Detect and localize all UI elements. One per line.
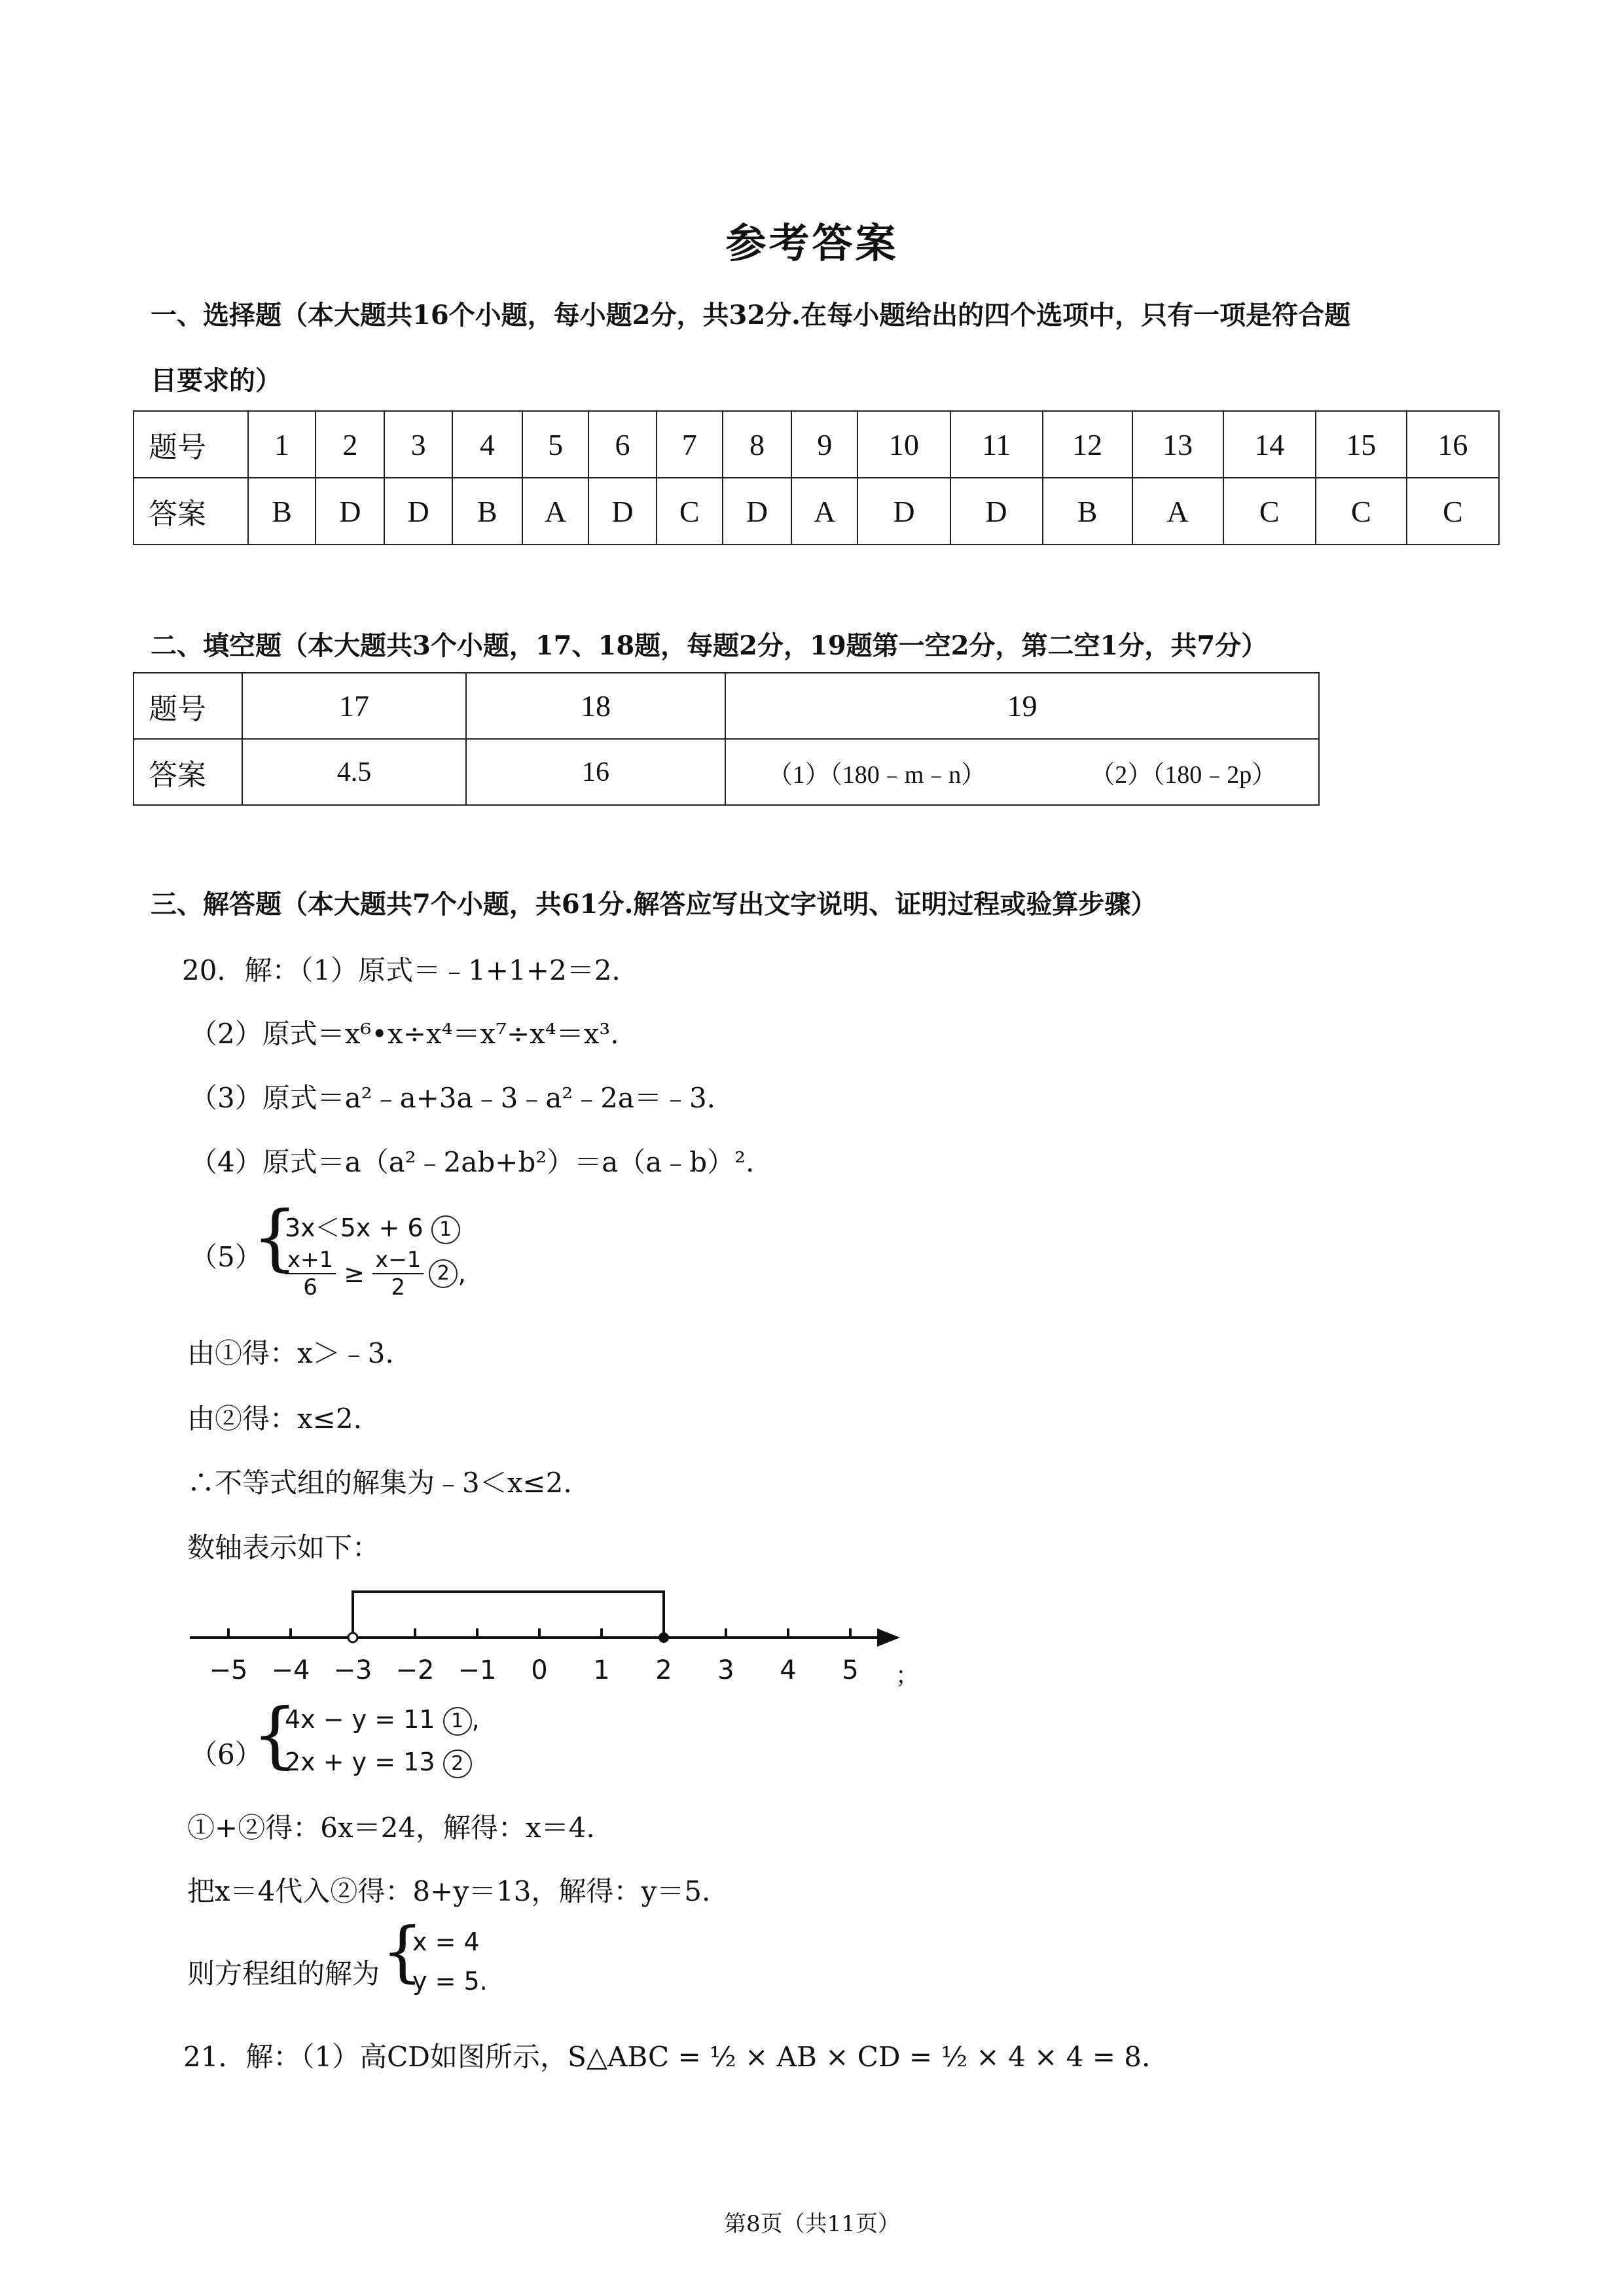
q20-part5-step4: 数轴表示如下： bbox=[187, 1532, 380, 1564]
q20-part6-label: （6） bbox=[190, 1738, 262, 1770]
question-number-cell: 10 bbox=[857, 411, 950, 478]
row-label-answer: 答案 bbox=[134, 478, 248, 545]
q20-part5-step3: ∴不等式组的解集为﹣3＜x≤2. bbox=[187, 1467, 572, 1499]
answer-cell: C bbox=[657, 478, 723, 545]
answer-18: 16 bbox=[466, 739, 725, 805]
answer-cell: D bbox=[723, 478, 791, 545]
q20-part4: （4）原式＝a（a²﹣2ab+b²）＝a（a﹣b）². bbox=[190, 1146, 755, 1178]
number-line-tick-label: −1 bbox=[458, 1655, 497, 1685]
answer-cell: B bbox=[1043, 478, 1132, 545]
left-brace: { bbox=[382, 1913, 424, 1990]
page-footer: 第8页（共11页） bbox=[724, 2211, 900, 2237]
question-number-cell: 7 bbox=[657, 411, 723, 478]
answer-17: 4.5 bbox=[242, 739, 466, 805]
question-18: 18 bbox=[466, 673, 725, 739]
q20-part1: 20．解：（1）原式＝﹣1+1+2＝2. bbox=[182, 954, 621, 986]
question-number-cell: 15 bbox=[1316, 411, 1407, 478]
answer-cell: A bbox=[791, 478, 857, 545]
q20-part5-step2: 由②得：x≤2. bbox=[187, 1403, 362, 1435]
question-number-cell: 8 bbox=[723, 411, 791, 478]
q20-part6-equation2: 2x + y = 13 2 bbox=[285, 1748, 472, 1778]
open-endpoint-minus-3 bbox=[348, 1633, 357, 1642]
number-line-tick-label: −5 bbox=[209, 1655, 248, 1685]
question-19: 19 bbox=[725, 673, 1319, 739]
section2-heading: 二、填空题（本大题共3个小题，17、18题，每题2分，19题第一空2分，第二空1分，共7分） bbox=[151, 630, 1268, 661]
answer-cell: D bbox=[384, 478, 452, 545]
left-brace: { bbox=[252, 1195, 298, 1279]
q20-part6-step1: ①+②得：6x＝24，解得：x＝4. bbox=[187, 1812, 595, 1844]
answer-cell: B bbox=[248, 478, 316, 545]
circled-number-1: 1 bbox=[431, 1215, 460, 1244]
number-line-end-mark: ； bbox=[895, 1662, 920, 1689]
answer-cell: D bbox=[857, 478, 950, 545]
question-number-cell: 3 bbox=[384, 411, 452, 478]
q20-part6-step3-prefix: 则方程组的解为 bbox=[187, 1958, 380, 1990]
number-line-tick-label: 4 bbox=[780, 1655, 797, 1685]
number-line-tick-label: 2 bbox=[655, 1655, 672, 1685]
fill-answer-table bbox=[133, 672, 1320, 806]
q20-part5-inequality1: 3x＜5x + 6 1 bbox=[285, 1208, 460, 1244]
number-line-tick-label: 1 bbox=[593, 1655, 610, 1685]
question-number-cell: 2 bbox=[316, 411, 384, 478]
q20-part6-step2: 把x＝4代入②得：8+y＝13，解得：y＝5. bbox=[187, 1875, 711, 1907]
row-label-question-number: 题号 bbox=[134, 673, 242, 739]
number-line-tick-label: −4 bbox=[271, 1655, 310, 1685]
answer-cell: B bbox=[452, 478, 522, 545]
answer-cell: A bbox=[1132, 478, 1223, 545]
question-number-cell: 14 bbox=[1223, 411, 1316, 478]
answer-cell: C bbox=[1407, 478, 1499, 545]
q20-part6-equation1: 4x − y = 11 1 , bbox=[285, 1705, 480, 1736]
page-title: 参考答案 bbox=[725, 219, 899, 267]
number-line-tick-label: −3 bbox=[333, 1655, 372, 1685]
answer-cell: D bbox=[588, 478, 656, 545]
left-brace: { bbox=[252, 1693, 298, 1776]
number-line-diagram bbox=[177, 1577, 936, 1702]
q21-part1: 21．解：（1）高CD如图所示，S△ABC = ½ × AB × CD = ½ × 4 × 4 = 8. bbox=[183, 2041, 1151, 2073]
question-17: 17 bbox=[242, 673, 466, 739]
q20-part5-step1: 由①得：x＞﹣3. bbox=[187, 1337, 394, 1369]
number-line-tick-label: −2 bbox=[395, 1655, 435, 1685]
number-line-tick-label: 5 bbox=[842, 1655, 859, 1685]
section1-heading-line2: 目要求的） bbox=[151, 365, 281, 396]
question-number-cell: 11 bbox=[950, 411, 1043, 478]
answer-cell: A bbox=[522, 478, 588, 545]
question-number-cell: 9 bbox=[791, 411, 857, 478]
question-number-cell: 5 bbox=[522, 411, 588, 478]
answer-19 bbox=[725, 739, 1319, 805]
question-number-cell: 16 bbox=[1407, 411, 1499, 478]
question-number-cell: 13 bbox=[1132, 411, 1223, 478]
answer-cell: C bbox=[1223, 478, 1316, 545]
question-number-cell: 6 bbox=[588, 411, 656, 478]
question-number-cell: 4 bbox=[452, 411, 522, 478]
circled-number-2: 2 bbox=[443, 1749, 472, 1778]
q20-part6-solution-x: x = 4 bbox=[412, 1928, 480, 1956]
number-line-tick-label: 0 bbox=[531, 1655, 548, 1685]
answer-19-part1: （1）（180﹣m﹣n） bbox=[767, 761, 986, 789]
circled-number-1: 1 bbox=[443, 1707, 472, 1736]
q20-part3: （3）原式＝a²﹣a+3a﹣3﹣a²﹣2a＝﹣3. bbox=[190, 1082, 716, 1114]
answer-cell: C bbox=[1316, 478, 1407, 545]
row-label-answer: 答案 bbox=[134, 739, 242, 805]
number-line-tick-label: 3 bbox=[717, 1655, 734, 1685]
q20-part5-inequality2: $\frac{x+1}{6}$ ≥ $\frac{x-1}{2}$ 2 , bbox=[285, 1247, 466, 1300]
choice-answer-table bbox=[133, 410, 1500, 545]
closed-endpoint-2 bbox=[659, 1632, 669, 1643]
answer-cell: D bbox=[950, 478, 1043, 545]
circled-number-2: 2 bbox=[429, 1259, 458, 1288]
section1-heading-line1: 一、选择题（本大题共16个小题，每小题2分，共32分.在每小题给出的四个选项中，只有一项是符合题 bbox=[151, 300, 1351, 331]
answer-cell: D bbox=[316, 478, 384, 545]
section3-heading: 三、解答题（本大题共7个小题，共61分.解答应写出文字说明、证明过程或验算步骤） bbox=[151, 889, 1157, 920]
q20-part6-solution-y: y = 5. bbox=[412, 1967, 488, 1996]
number-line-axis bbox=[190, 1628, 900, 1647]
solution-interval-bracket bbox=[353, 1592, 664, 1638]
q20-part2: （2）原式＝x⁶•x÷x⁴＝x⁷÷x⁴＝x³. bbox=[190, 1018, 619, 1050]
question-number-cell: 12 bbox=[1043, 411, 1132, 478]
answer-19-part2: （2）（180﹣2p） bbox=[1090, 761, 1277, 789]
row-label-question-number: 题号 bbox=[134, 411, 248, 478]
q20-part5-label: （5） bbox=[190, 1241, 262, 1273]
question-number-cell: 1 bbox=[248, 411, 316, 478]
